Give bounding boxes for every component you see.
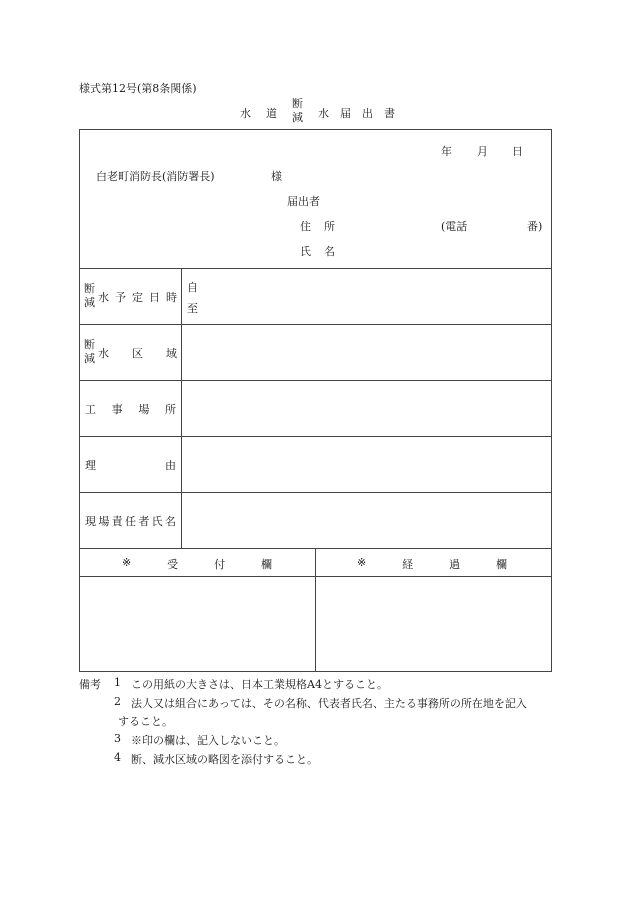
table-label-divider [181, 268, 182, 548]
site-label: 工 事 場 所 [85, 403, 176, 416]
table-line [79, 268, 552, 269]
note-number: 3 [114, 732, 121, 745]
schedule-stacked: 断 減 [84, 282, 95, 309]
note-number: 1 [114, 676, 121, 689]
address-label-char: 住 [300, 220, 311, 233]
reception-header: ※ 受 付 欄 [122, 556, 272, 571]
schedule-from: 自 [187, 281, 198, 294]
note-number: 4 [114, 751, 121, 764]
note-text: 法人又は組合にあっては、その名称、代表者氏名、主たる事務所の所在地を記入 [131, 697, 527, 710]
note-text: 断、減水区域の略図を添付すること。 [131, 753, 318, 766]
table-line [79, 380, 552, 381]
area-stacked: 断 減 [84, 338, 95, 365]
reason-label: 理 由 [85, 459, 176, 472]
schedule-to: 至 [187, 302, 198, 315]
title-stacked: 断 減 [292, 97, 303, 124]
form-title [240, 97, 410, 127]
applicant-label: 届出者 [287, 195, 320, 208]
table-line [79, 436, 552, 437]
title-char: 道 [266, 107, 277, 120]
schedule-label-text: 水 予 定 日 時 [98, 291, 177, 304]
title-char: 水 [240, 107, 251, 120]
schedule-label [84, 282, 177, 312]
responsible-label: 現 場 責 任 者 氏 名 [85, 515, 176, 528]
date-month: 月 [477, 145, 488, 158]
title-char: 届 [340, 107, 351, 120]
table-line [79, 492, 552, 493]
form-number: 様式第12号(第8条関係) [79, 82, 197, 95]
table-border-top [79, 129, 552, 130]
note-text: ※印の欄は、記入しないこと。 [131, 734, 285, 747]
phone-open: (電話 [441, 220, 468, 233]
address-label-char: 所 [324, 220, 335, 233]
name-label-char: 氏 [300, 245, 311, 258]
progress-header: ※ 経 過 欄 [357, 556, 507, 571]
note-text-continued: すること。 [118, 715, 173, 728]
table-bottom-divider [315, 548, 316, 671]
date-year: 年 [441, 145, 452, 158]
area-label [84, 338, 177, 368]
title-char: 水 [318, 107, 329, 120]
name-label-char: 名 [324, 245, 335, 258]
table-border-left [79, 129, 80, 671]
table-border-right [551, 129, 552, 671]
table-line [79, 324, 552, 325]
phone-close: 番) [527, 220, 543, 233]
area-label-text: 水 区 域 [98, 347, 177, 360]
note-number: 2 [114, 695, 121, 708]
addressee: 白老町消防長(消防署長) [96, 170, 215, 183]
table-border-bottom [79, 671, 552, 672]
date-day: 日 [512, 145, 523, 158]
title-char: 書 [384, 107, 395, 120]
title-char: 出 [362, 107, 373, 120]
note-text: この用紙の大きさは、日本工業規格A4とすること。 [131, 678, 388, 691]
notes-heading: 備考 [79, 678, 101, 691]
honorific: 様 [271, 170, 282, 183]
